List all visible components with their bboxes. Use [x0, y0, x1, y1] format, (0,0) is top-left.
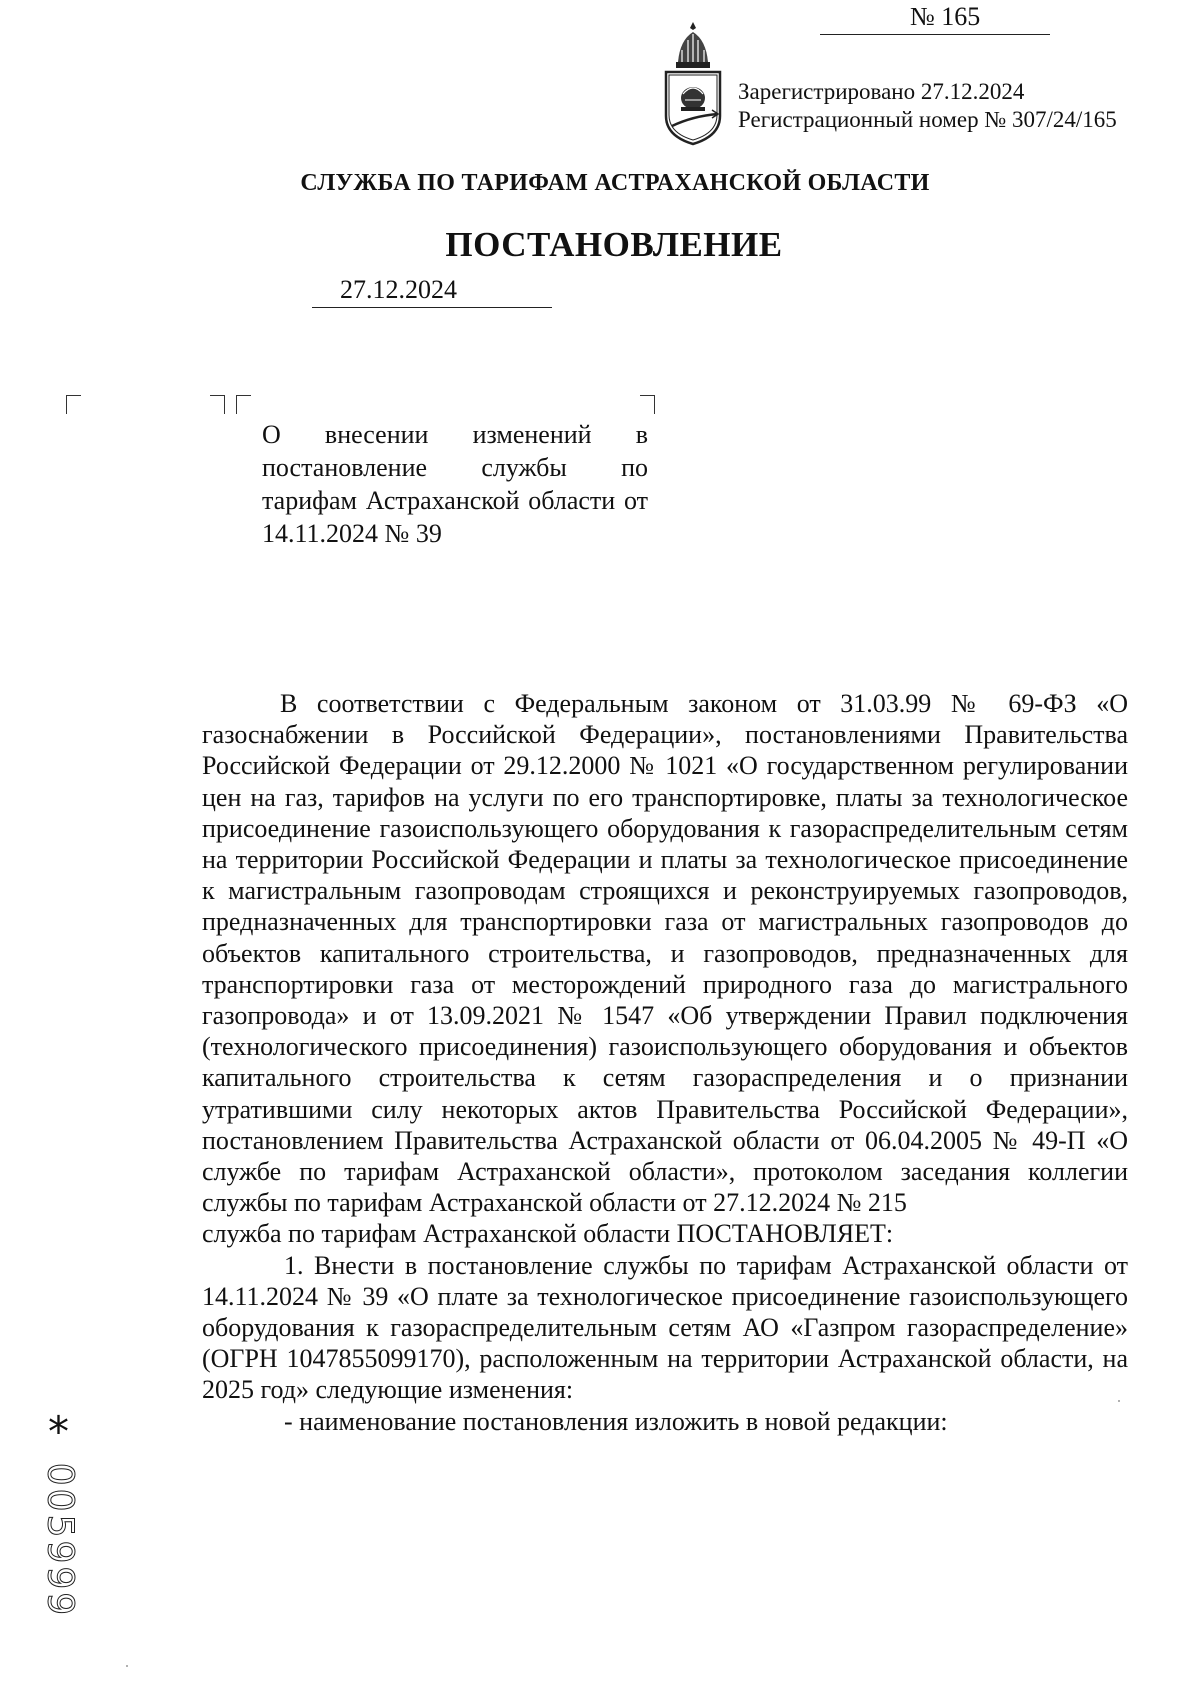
- clause-1-subitem: - наименование постановления изложить в новой редакции:: [284, 1406, 948, 1436]
- margin-serial-stamp: [39, 1410, 82, 1619]
- agency-name: СЛУЖБА ПО ТАРИФАМ АСТРАХАНСКОЙ ОБЛАСТИ: [300, 170, 930, 196]
- registration-number: Регистрационный номер № 307/24/165: [738, 107, 1117, 132]
- document-body: [202, 688, 1128, 1437]
- document-type-title: ПОСТАНОВЛЕНИЕ: [445, 225, 783, 264]
- clause-1-paragraph: 1. Внести в постановление службы по тарифам Астраханской области от 14.11.2024 № 39 «О плате за технологическое присоединение газоиспользующего оборудования к газораспределительным сетям АО «Газпром газораспределение» (ОГРН 1047855099170), расположенным на территории Астраханской области, на 2025 год» следующие изменения:: [202, 1250, 1128, 1405]
- corner-mark: [210, 395, 225, 414]
- corner-mark: [66, 395, 81, 414]
- serial-number: 005999: [39, 1462, 81, 1619]
- scan-speck: [126, 1665, 128, 1667]
- preamble-paragraph: В соответствии с Федеральным законом от 31.03.99 № 69-ФЗ «О газоснабжении в Российской Федерации», постановлениями Правительства Российской Федерации от 29.12.2000 № 1021 «О государственном регулировании цен на газ, тарифов на услуги по его транспортировке, платы за технологическое присоединение газоиспользующего оборудования к газораспределительным сетям на территории Российской Федерации и платы за технологическое присоединение к магистральным газопроводам строящихся и реконструируемых газопроводов, предназначенных для транспортировки газа от магистральных газопроводов до объектов капитального строительства, и газопроводов, предназначенных для транспортировки газа от месторождений природного газа до магистрального газопровода» и от 13.09.2021 № 1547 «Об утверждении Правил подключения (технологического присоединения) газоиспользующего оборудования и объектов капитального строительства к сетям газораспределения и о признании утратившими силу некоторых актов Правительства Российской Федерации», постановлением Правительства Астраханской области от 06.04.2005 № 49-П «О службе по тарифам Астраханской области», протоколом заседания коллегии службы по тарифам Астраханской области от 27.12.2024 № 215: [202, 689, 1128, 1218]
- astrakhan-coat-of-arms-icon: [652, 18, 734, 150]
- scan-speck: [1118, 1400, 1120, 1402]
- document-number: № 165: [820, 0, 1050, 35]
- resolution-statement: служба по тарифам Астраханской области ПОСТАНОВЛЯЕТ:: [202, 1219, 894, 1249]
- document-date: 27.12.2024: [312, 273, 552, 308]
- corner-mark: [640, 395, 655, 414]
- margin-asterisk: *: [48, 1407, 69, 1456]
- corner-mark: [236, 395, 251, 414]
- document-subject: О внесении изменений в постановление службы по тарифам Астраханской области от 14.11.2024 № 39: [262, 420, 648, 548]
- registration-date: Зарегистрировано 27.12.2024: [738, 79, 1025, 104]
